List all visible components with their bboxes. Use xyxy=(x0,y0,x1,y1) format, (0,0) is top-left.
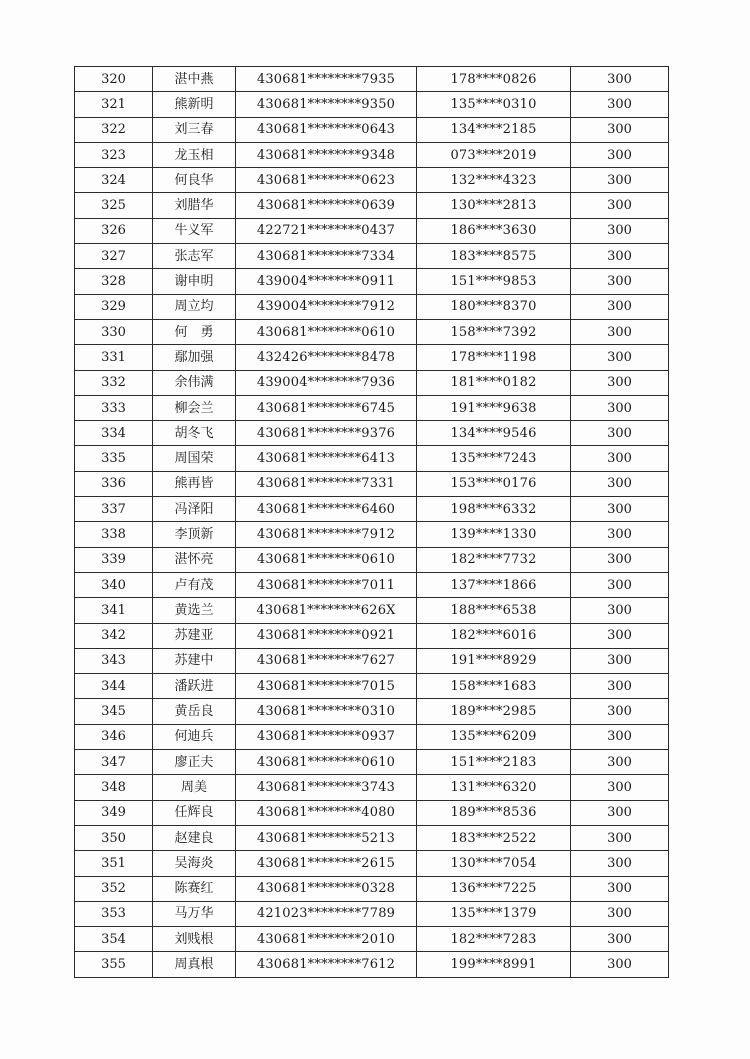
id-number-cell: 430681********7334 xyxy=(236,244,417,269)
row-number-cell: 341 xyxy=(75,598,153,623)
id-number-cell: 430681********7331 xyxy=(236,471,417,496)
amount-cell: 300 xyxy=(571,471,669,496)
row-number-cell: 352 xyxy=(75,876,153,901)
table-row xyxy=(75,851,669,876)
phone-cell: 182****6016 xyxy=(417,623,571,648)
row-number-cell: 337 xyxy=(75,497,153,522)
id-number-cell: 430681********0639 xyxy=(236,193,417,218)
id-number-cell: 430681********0328 xyxy=(236,876,417,901)
name-cell: 熊新明 xyxy=(153,92,236,117)
row-number-cell: 334 xyxy=(75,421,153,446)
table-row xyxy=(75,699,669,724)
phone-cell: 180****8370 xyxy=(417,294,571,319)
row-number-cell: 328 xyxy=(75,269,153,294)
amount-cell: 300 xyxy=(571,319,669,344)
name-cell: 廖正夫 xyxy=(153,750,236,775)
phone-cell: 182****7283 xyxy=(417,927,571,952)
phone-cell: 151****9853 xyxy=(417,269,571,294)
name-cell: 刘腊华 xyxy=(153,193,236,218)
name-cell: 苏建中 xyxy=(153,648,236,673)
phone-cell: 139****1330 xyxy=(417,522,571,547)
id-number-cell: 430681********9376 xyxy=(236,421,417,446)
phone-cell: 189****8536 xyxy=(417,800,571,825)
id-number-cell: 430681********0937 xyxy=(236,724,417,749)
table-row xyxy=(75,471,669,496)
id-number-cell: 430681********2615 xyxy=(236,851,417,876)
phone-cell: 135****0310 xyxy=(417,92,571,117)
id-number-cell: 430681********7935 xyxy=(236,67,417,92)
row-number-cell: 336 xyxy=(75,471,153,496)
amount-cell: 300 xyxy=(571,446,669,471)
name-cell: 刘贱根 xyxy=(153,927,236,952)
table-row xyxy=(75,522,669,547)
phone-cell: 151****2183 xyxy=(417,750,571,775)
phone-cell: 135****1379 xyxy=(417,901,571,926)
phone-cell: 137****1866 xyxy=(417,572,571,597)
table-row xyxy=(75,446,669,471)
name-cell: 李顶新 xyxy=(153,522,236,547)
name-cell: 张志军 xyxy=(153,244,236,269)
table-row xyxy=(75,952,669,977)
table-row xyxy=(75,269,669,294)
amount-cell: 300 xyxy=(571,901,669,926)
name-cell: 湛中燕 xyxy=(153,67,236,92)
table-row xyxy=(75,724,669,749)
name-cell: 冯泽阳 xyxy=(153,497,236,522)
row-number-cell: 355 xyxy=(75,952,153,977)
id-number-cell: 430681********0921 xyxy=(236,623,417,648)
phone-cell: 136****7225 xyxy=(417,876,571,901)
table-row xyxy=(75,294,669,319)
phone-cell: 186****3630 xyxy=(417,218,571,243)
amount-cell: 300 xyxy=(571,750,669,775)
amount-cell: 300 xyxy=(571,775,669,800)
table-row xyxy=(75,168,669,193)
row-number-cell: 346 xyxy=(75,724,153,749)
row-number-cell: 350 xyxy=(75,825,153,850)
name-cell: 卢有茂 xyxy=(153,572,236,597)
row-number-cell: 322 xyxy=(75,117,153,142)
amount-cell: 300 xyxy=(571,117,669,142)
amount-cell: 300 xyxy=(571,168,669,193)
id-number-cell: 430681********2010 xyxy=(236,927,417,952)
name-cell: 周立均 xyxy=(153,294,236,319)
row-number-cell: 353 xyxy=(75,901,153,926)
id-number-cell: 430681********0610 xyxy=(236,750,417,775)
name-cell: 周国荣 xyxy=(153,446,236,471)
table-row xyxy=(75,598,669,623)
phone-cell: 134****2185 xyxy=(417,117,571,142)
id-number-cell: 430681********0610 xyxy=(236,547,417,572)
name-cell: 余伟满 xyxy=(153,370,236,395)
amount-cell: 300 xyxy=(571,927,669,952)
name-cell: 龙玉相 xyxy=(153,142,236,167)
amount-cell: 300 xyxy=(571,648,669,673)
amount-cell: 300 xyxy=(571,370,669,395)
amount-cell: 300 xyxy=(571,674,669,699)
id-number-cell: 421023********7789 xyxy=(236,901,417,926)
phone-cell: 178****1198 xyxy=(417,345,571,370)
id-number-cell: 439004********7936 xyxy=(236,370,417,395)
phone-cell: 178****0826 xyxy=(417,67,571,92)
amount-cell: 300 xyxy=(571,345,669,370)
name-cell: 黄选兰 xyxy=(153,598,236,623)
table-row xyxy=(75,319,669,344)
table-row xyxy=(75,901,669,926)
roster-table-body xyxy=(75,67,669,978)
table-row xyxy=(75,623,669,648)
amount-cell: 300 xyxy=(571,67,669,92)
name-cell: 胡冬飞 xyxy=(153,421,236,446)
table-row xyxy=(75,395,669,420)
phone-cell: 073****2019 xyxy=(417,142,571,167)
name-cell: 周美 xyxy=(153,775,236,800)
table-row xyxy=(75,547,669,572)
name-cell: 柳会兰 xyxy=(153,395,236,420)
row-number-cell: 339 xyxy=(75,547,153,572)
row-number-cell: 354 xyxy=(75,927,153,952)
row-number-cell: 325 xyxy=(75,193,153,218)
name-cell: 任辉良 xyxy=(153,800,236,825)
phone-cell: 199****8991 xyxy=(417,952,571,977)
name-cell: 何良华 xyxy=(153,168,236,193)
phone-cell: 135****6209 xyxy=(417,724,571,749)
phone-cell: 191****9638 xyxy=(417,395,571,420)
id-number-cell: 430681********0643 xyxy=(236,117,417,142)
table-row xyxy=(75,775,669,800)
phone-cell: 198****6332 xyxy=(417,497,571,522)
phone-cell: 132****4323 xyxy=(417,168,571,193)
phone-cell: 183****8575 xyxy=(417,244,571,269)
table-row xyxy=(75,142,669,167)
row-number-cell: 332 xyxy=(75,370,153,395)
phone-cell: 131****6320 xyxy=(417,775,571,800)
phone-cell: 191****8929 xyxy=(417,648,571,673)
table-row xyxy=(75,497,669,522)
table-row xyxy=(75,927,669,952)
table-row xyxy=(75,421,669,446)
phone-cell: 188****6538 xyxy=(417,598,571,623)
id-number-cell: 430681********3743 xyxy=(236,775,417,800)
id-number-cell: 439004********7912 xyxy=(236,294,417,319)
name-cell: 赵建良 xyxy=(153,825,236,850)
table-row xyxy=(75,648,669,673)
id-number-cell: 422721********0437 xyxy=(236,218,417,243)
phone-cell: 134****9546 xyxy=(417,421,571,446)
amount-cell: 300 xyxy=(571,724,669,749)
id-number-cell: 430681********6413 xyxy=(236,446,417,471)
amount-cell: 300 xyxy=(571,699,669,724)
row-number-cell: 340 xyxy=(75,572,153,597)
table-row xyxy=(75,218,669,243)
amount-cell: 300 xyxy=(571,193,669,218)
amount-cell: 300 xyxy=(571,294,669,319)
amount-cell: 300 xyxy=(571,623,669,648)
row-number-cell: 342 xyxy=(75,623,153,648)
row-number-cell: 335 xyxy=(75,446,153,471)
table-row xyxy=(75,244,669,269)
amount-cell: 300 xyxy=(571,851,669,876)
phone-cell: 189****2985 xyxy=(417,699,571,724)
id-number-cell: 430681********6745 xyxy=(236,395,417,420)
name-cell: 鄢加强 xyxy=(153,345,236,370)
name-cell: 湛怀亮 xyxy=(153,547,236,572)
phone-cell: 130****7054 xyxy=(417,851,571,876)
row-number-cell: 345 xyxy=(75,699,153,724)
id-number-cell: 430681********7015 xyxy=(236,674,417,699)
row-number-cell: 333 xyxy=(75,395,153,420)
row-number-cell: 348 xyxy=(75,775,153,800)
name-cell: 刘三春 xyxy=(153,117,236,142)
row-number-cell: 338 xyxy=(75,522,153,547)
name-cell: 周真根 xyxy=(153,952,236,977)
name-cell: 黄岳良 xyxy=(153,699,236,724)
row-number-cell: 344 xyxy=(75,674,153,699)
name-cell: 何 勇 xyxy=(153,319,236,344)
row-number-cell: 343 xyxy=(75,648,153,673)
row-number-cell: 326 xyxy=(75,218,153,243)
row-number-cell: 331 xyxy=(75,345,153,370)
row-number-cell: 351 xyxy=(75,851,153,876)
amount-cell: 300 xyxy=(571,142,669,167)
table-row xyxy=(75,92,669,117)
phone-cell: 158****7392 xyxy=(417,319,571,344)
phone-cell: 181****0182 xyxy=(417,370,571,395)
id-number-cell: 430681********7011 xyxy=(236,572,417,597)
amount-cell: 300 xyxy=(571,244,669,269)
row-number-cell: 349 xyxy=(75,800,153,825)
id-number-cell: 430681********0310 xyxy=(236,699,417,724)
amount-cell: 300 xyxy=(571,876,669,901)
row-number-cell: 320 xyxy=(75,67,153,92)
id-number-cell: 430681********7627 xyxy=(236,648,417,673)
amount-cell: 300 xyxy=(571,572,669,597)
phone-cell: 130****2813 xyxy=(417,193,571,218)
id-number-cell: 430681********4080 xyxy=(236,800,417,825)
name-cell: 潘跃进 xyxy=(153,674,236,699)
name-cell: 熊再皆 xyxy=(153,471,236,496)
id-number-cell: 430681********9348 xyxy=(236,142,417,167)
id-number-cell: 430681********0623 xyxy=(236,168,417,193)
id-number-cell: 430681********6460 xyxy=(236,497,417,522)
phone-cell: 153****0176 xyxy=(417,471,571,496)
amount-cell: 300 xyxy=(571,598,669,623)
id-number-cell: 430681********7612 xyxy=(236,952,417,977)
phone-cell: 135****7243 xyxy=(417,446,571,471)
amount-cell: 300 xyxy=(571,92,669,117)
id-number-cell: 439004********0911 xyxy=(236,269,417,294)
table-row xyxy=(75,750,669,775)
amount-cell: 300 xyxy=(571,269,669,294)
id-number-cell: 430681********5213 xyxy=(236,825,417,850)
row-number-cell: 330 xyxy=(75,319,153,344)
amount-cell: 300 xyxy=(571,800,669,825)
id-number-cell: 430681********626X xyxy=(236,598,417,623)
table-row xyxy=(75,825,669,850)
amount-cell: 300 xyxy=(571,395,669,420)
id-number-cell: 430681********9350 xyxy=(236,92,417,117)
table-row xyxy=(75,117,669,142)
table-row xyxy=(75,370,669,395)
phone-cell: 183****2522 xyxy=(417,825,571,850)
name-cell: 陈赛红 xyxy=(153,876,236,901)
amount-cell: 300 xyxy=(571,825,669,850)
table-row xyxy=(75,345,669,370)
table-row xyxy=(75,67,669,92)
name-cell: 何迪兵 xyxy=(153,724,236,749)
table-row xyxy=(75,876,669,901)
amount-cell: 300 xyxy=(571,522,669,547)
roster-table xyxy=(74,66,669,978)
table-row xyxy=(75,572,669,597)
phone-cell: 158****1683 xyxy=(417,674,571,699)
row-number-cell: 324 xyxy=(75,168,153,193)
amount-cell: 300 xyxy=(571,421,669,446)
row-number-cell: 327 xyxy=(75,244,153,269)
row-number-cell: 323 xyxy=(75,142,153,167)
table-row xyxy=(75,800,669,825)
row-number-cell: 321 xyxy=(75,92,153,117)
amount-cell: 300 xyxy=(571,497,669,522)
name-cell: 苏建亚 xyxy=(153,623,236,648)
name-cell: 谢申明 xyxy=(153,269,236,294)
amount-cell: 300 xyxy=(571,952,669,977)
amount-cell: 300 xyxy=(571,547,669,572)
id-number-cell: 430681********0610 xyxy=(236,319,417,344)
row-number-cell: 329 xyxy=(75,294,153,319)
table-row xyxy=(75,193,669,218)
name-cell: 吴海炎 xyxy=(153,851,236,876)
id-number-cell: 432426********8478 xyxy=(236,345,417,370)
row-number-cell: 347 xyxy=(75,750,153,775)
amount-cell: 300 xyxy=(571,218,669,243)
id-number-cell: 430681********7912 xyxy=(236,522,417,547)
name-cell: 牛义军 xyxy=(153,218,236,243)
phone-cell: 182****7732 xyxy=(417,547,571,572)
name-cell: 马万华 xyxy=(153,901,236,926)
table-row xyxy=(75,674,669,699)
